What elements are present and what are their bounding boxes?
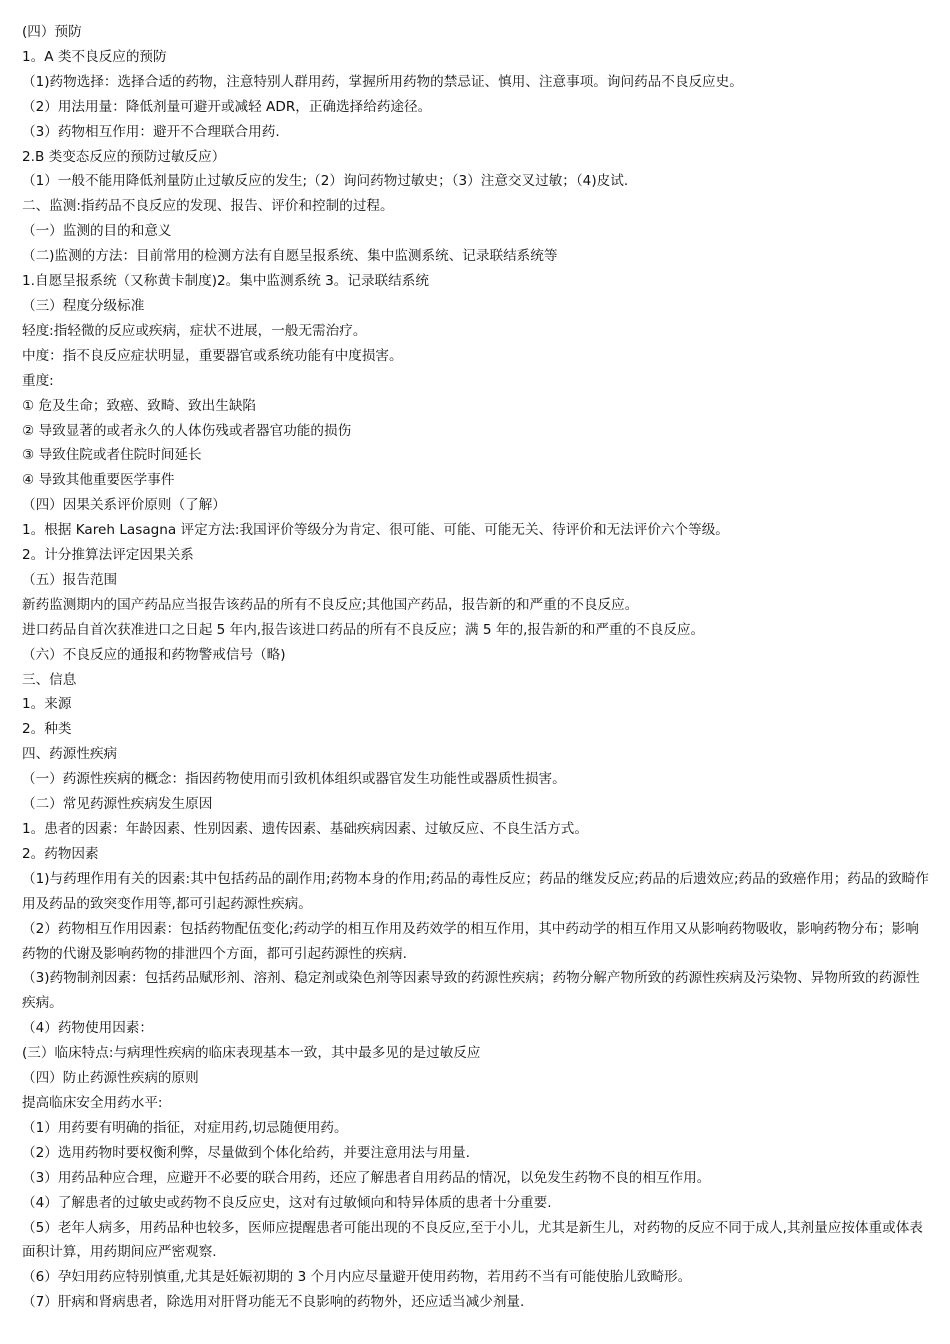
paragraph: （一）药源性疾病的概念：指因药物使用而引致机体组织或器官发生功能性或器质性损害。: [22, 771, 566, 788]
list-item: ④ 导致其他重要医学事件: [22, 472, 175, 489]
section-heading-monitoring: 二、监测:指药品不良反应的发现、报告、评价和控制的过程。: [22, 198, 394, 215]
subheading: （一）监测的目的和意义: [22, 223, 172, 240]
paragraph: （2）药物相互作用因素：包括药物配伍变化;药动学的相互作用及药效学的相互作用，其中药动学的相互作用又从影响药物吸收，影响药物分布；影响药物的代谢及影响药物的排泄四个方面，都可引起药源性的疾病.: [22, 920, 919, 962]
paragraph: （二)监测的方法：目前常用的检测方法有自愿呈报系统、集中监测系统、记录联结系统等: [22, 248, 558, 265]
list-item: （5）老年人病多，用药品种也较多，医师应提醒患者可能出现的不良反应,至于小儿，尤其是新生儿，对药物的反应不同于成人,其剂量应按体重或体表面积计算，用药期间应严密观察.: [22, 1219, 923, 1261]
paragraph: 中度：指不良反应症状明显，重要器官或系统功能有中度损害。: [22, 347, 403, 364]
subheading-type-b-prevention: 2.B 类变态反应的预防过敏反应）: [22, 148, 226, 165]
paragraph: 1。患者的因素：年龄因素、性别因素、遗传因素、基础疾病因素、过敏反应、不良生活方式。: [22, 821, 588, 837]
subheading: （二）常见药源性疾病发生原因: [22, 796, 213, 813]
subheading: （六）不良反应的通报和药物警戒信号（略): [22, 646, 286, 663]
list-item: （3）用药品种应合理，应避开不必要的联合用药，还应了解患者自用药品的情况，以免发生药物不良的相互作用。: [22, 1169, 711, 1186]
paragraph: 2。计分推算法评定因果关系: [22, 547, 194, 564]
paragraph: 提高临床安全用药水平:: [22, 1094, 163, 1111]
subheading-severity-grading: （三）程度分级标准: [22, 297, 145, 314]
paragraph: 进口药品自首次获准进口之日起 5 年内,报告该进口药品的所有不良反应；满 5 年的,报告新的和严重的不良反应。: [22, 621, 705, 638]
paragraph: （1)与药理作用有关的因素:其中包括药品的副作用;药物本身的作用;药品的毒性反应；药品的继发反应;药品的后遗效应;药品的致癌作用；药品的致畸作用及药品的致突变作用等,都可引起药源性疾病。: [22, 870, 929, 912]
subheading-causality: （四）因果关系评价原则（了解）: [22, 497, 226, 514]
paragraph: 1。来源: [22, 696, 72, 713]
list-item: ③ 导致住院或者住院时间延长: [22, 447, 202, 464]
section-heading-prevention: (四）预防: [22, 24, 82, 40]
subheading-report-scope: （五）报告范围: [22, 571, 118, 588]
paragraph: （3)药物制剂因素：包括药品赋形剂、溶剂、稳定剂或染色剂等因素导致的药源性疾病；药物分解产物所致的药源性疾病及污染物、异物所致的药源性疾病。: [22, 970, 920, 1012]
paragraph: 2。药物因素: [22, 845, 99, 862]
paragraph: 2。种类: [22, 721, 72, 738]
paragraph: 轻度:指轻微的反应或疾病，症状不进展，一般无需治疗。: [22, 322, 367, 339]
paragraph: （3）药物相互作用：避开不合理联合用药.: [22, 123, 280, 140]
subheading-type-a-prevention: 1。A 类不良反应的预防: [22, 48, 167, 65]
paragraph: （1）一般不能用降低剂量防止过敏反应的发生;（2）询问药物过敏史；（3）注意交叉过敏；（4)皮试.: [22, 173, 629, 190]
list-item: （7）肝病和肾病患者，除选用对肝肾功能无不良影响的药物外，还应适当减少剂量.: [22, 1294, 525, 1311]
paragraph: 1.自愿呈报系统（又称黄卡制度)2。集中监测系统 3。记录联结系统: [22, 273, 429, 290]
subheading-clinical-features: (三）临床特点:与病理性疾病的临床表现基本一致，其中最多见的是过敏反应: [22, 1045, 481, 1062]
section-heading-drug-induced-disease: 四、药源性疾病: [22, 746, 118, 763]
paragraph: （1)药物选择：选择合适的药物，注意特别人群用药，掌握所用药物的禁忌证、慎用、注意事项。询问药品不良反应史。: [22, 73, 743, 90]
paragraph: 1。根据 Kareh Lasagna 评定方法:我国评价等级分为肯定、很可能、可能、可能无关、待评价和无法评价六个等级。: [22, 522, 729, 539]
list-item: ① 危及生命；致癌、致畸、致出生缺陷: [22, 397, 257, 414]
subheading-prevention-principles: （四）防止药源性疾病的原则: [22, 1070, 199, 1087]
list-item: （4）了解患者的过敏史或药物不良反应史，这对有过敏倾向和特异体质的患者十分重要.: [22, 1194, 552, 1211]
list-item: （2）选用药物时要权衡利弊，尽量做到个体化给药，并要注意用法与用量.: [22, 1144, 470, 1161]
paragraph: 重度:: [22, 372, 54, 389]
paragraph: （2）用法用量：降低剂量可避开或减轻 ADR，正确选择给药途径。: [22, 98, 432, 115]
section-heading-information: 三、信息: [22, 671, 77, 688]
paragraph: （4）药物使用因素：: [22, 1020, 153, 1037]
list-item: （6）孕妇用药应特别慎重,尤其是妊娠初期的 3 个月内应尽量避开使用药物，若用药不当有可能使胎儿致畸形。: [22, 1269, 692, 1286]
list-item: ② 导致显著的或者永久的人体伤残或者器官功能的损伤: [22, 422, 352, 439]
list-item: （1）用药要有明确的指征，对症用药,切忌随便用药。: [22, 1119, 348, 1136]
paragraph: 新药监测期内的国产药品应当报告该药品的所有不良反应;其他国产药品，报告新的和严重的不良反应。: [22, 596, 639, 613]
